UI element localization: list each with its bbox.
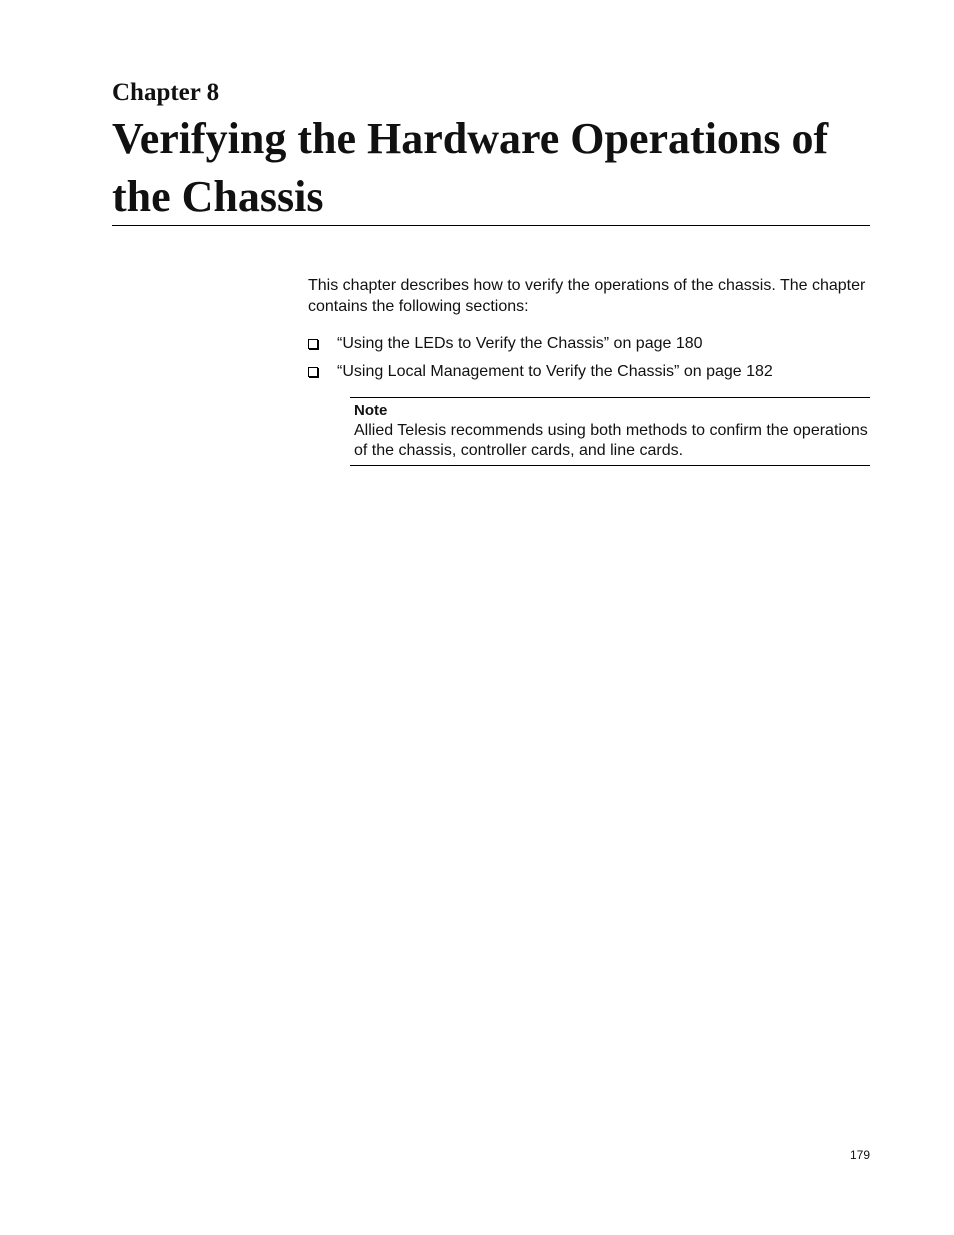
chapter-label: Chapter 8 bbox=[112, 79, 220, 106]
checkbox-bullet-icon bbox=[308, 367, 318, 377]
chapter-title: Verifying the Hardware Operations of the Chassis bbox=[112, 114, 829, 221]
page-number: 179 bbox=[849, 1148, 870, 1162]
intro-paragraph: This chapter describes how to verify the operations of the chassis. The chapter contains the following sections: bbox=[308, 277, 866, 315]
note-box bbox=[350, 397, 870, 466]
section-link[interactable]: “Using the LEDs to Verify the Chassis” on page 180 bbox=[337, 335, 703, 352]
list-item bbox=[308, 333, 870, 361]
note-title: Note bbox=[354, 402, 388, 419]
section-list bbox=[308, 333, 870, 389]
section-link[interactable]: “Using Local Management to Verify the Chassis” on page 182 bbox=[337, 363, 773, 380]
list-item bbox=[308, 361, 870, 389]
checkbox-bullet-icon bbox=[308, 339, 318, 349]
title-rule bbox=[112, 225, 870, 226]
note-body: Allied Telesis recommends using both methods to confirm the operations of the chassis, controller cards, and line cards. bbox=[354, 422, 868, 459]
